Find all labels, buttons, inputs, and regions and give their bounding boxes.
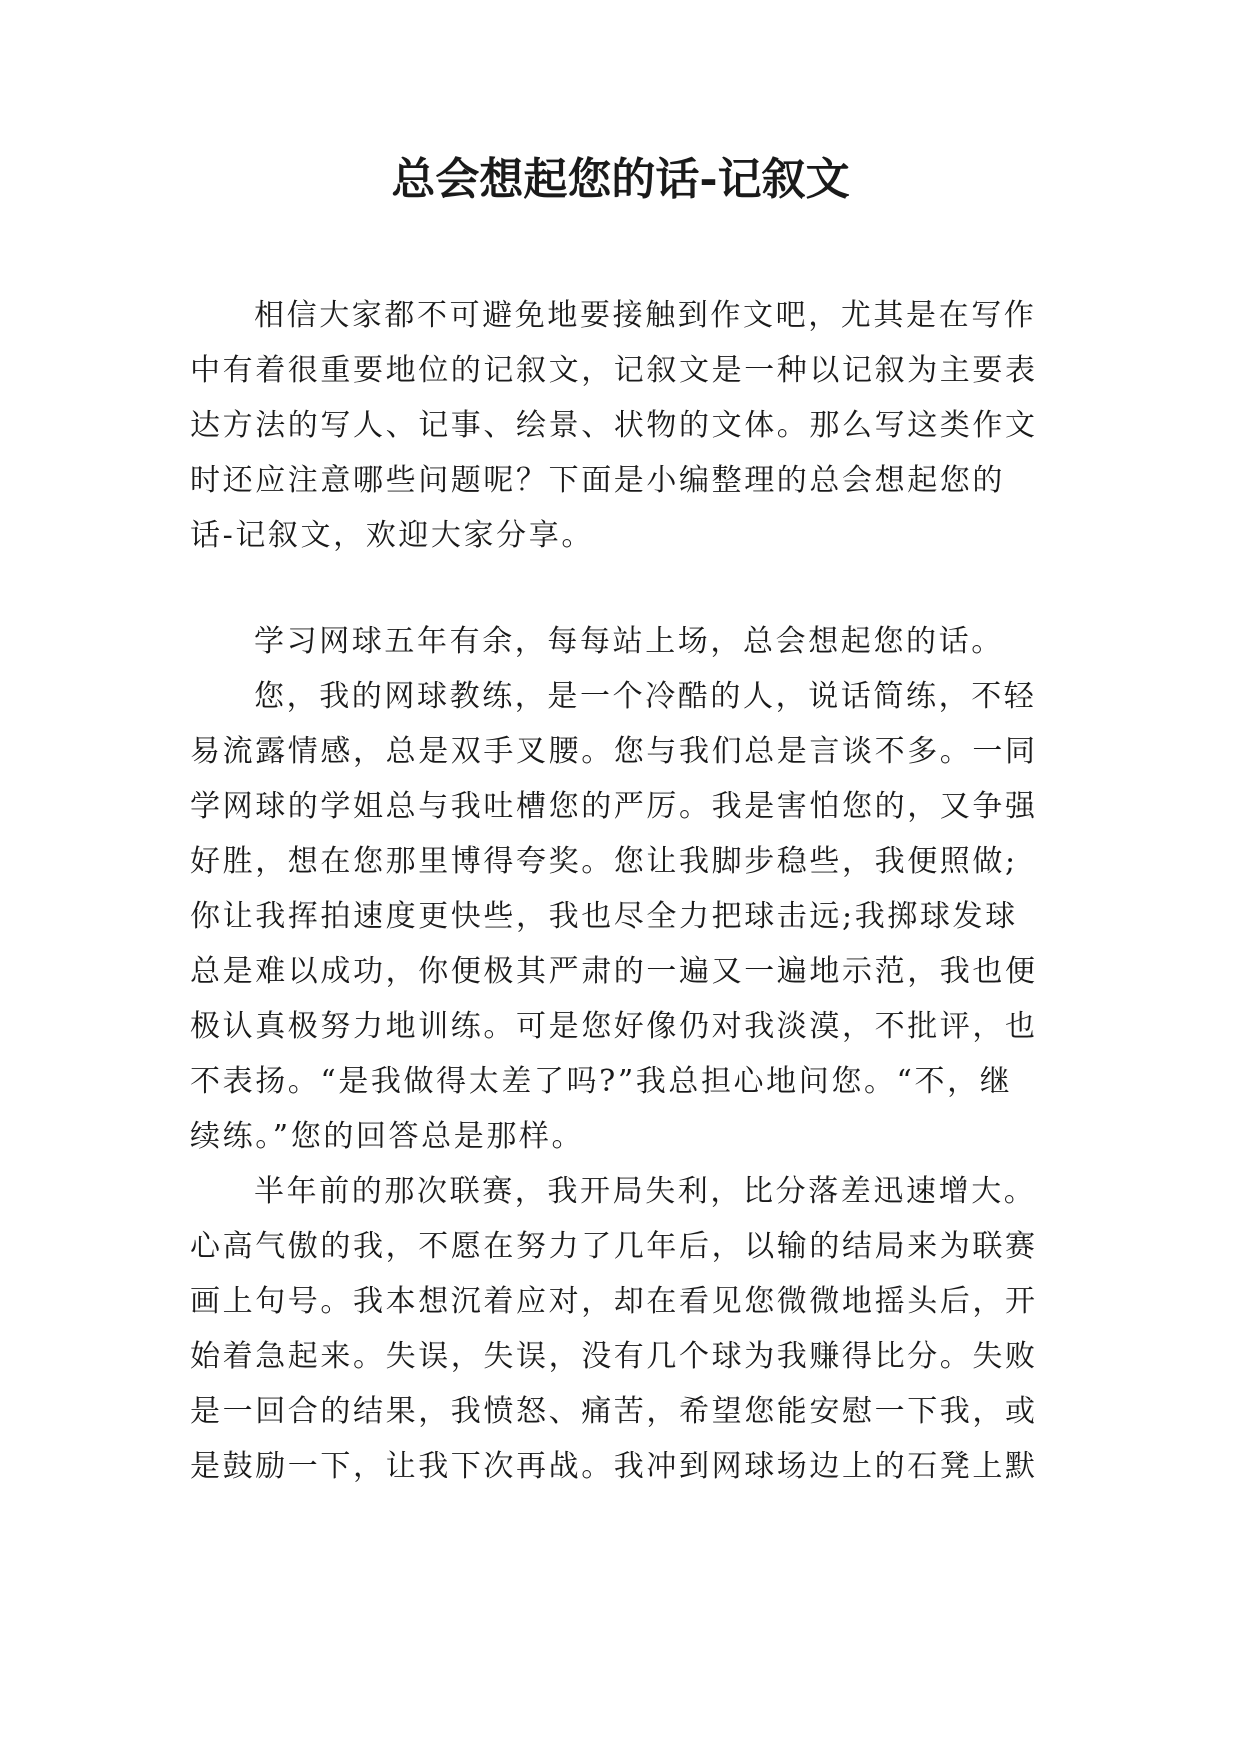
paragraph-line: 画上句号。我本想沉着应对，却在看见您微微地摇头后，开 [190,1284,1038,1319]
paragraph-line: 相信大家都不可避免地要接触到作文吧，尤其是在写作 [254,298,1037,333]
paragraph-line: 学网球的学姐总与我吐槽您的严厉。我是害怕您的，又争强 [190,789,1038,824]
paragraph-line: 总是难以成功，你便极其严肃的一遍又一遍地示范，我也便 [190,954,1038,989]
paragraph-line: 达方法的写人、记事、绘景、状物的文体。那么写这类作文 [190,408,1038,443]
paragraph-line: 不表扬。“是我做得太差了吗?”我总担心地问您。“不，继 [190,1064,1013,1099]
paragraph-line: 是鼓励一下，让我下次再战。我冲到网球场边上的石凳上默 [190,1449,1038,1484]
paragraph-line: 始着急起来。失误，失误，没有几个球为我赚得比分。失败 [190,1339,1038,1374]
paragraph-line: 是一回合的结果，我愤怒、痛苦，希望您能安慰一下我，或 [190,1394,1038,1429]
paragraph-line: 学习网球五年有余，每每站上场，总会想起您的话。 [254,624,1004,659]
paragraph-line: 您，我的网球教练，是一个冷酷的人，说话简练，不轻 [254,679,1037,714]
paragraph-line: 易流露情感，总是双手叉腰。您与我们总是言谈不多。一同 [190,734,1038,769]
paragraph-line: 好胜，想在您那里博得夸奖。您让我脚步稳些，我便照做; [190,844,1018,879]
paragraph-line: 你让我挥拍速度更快些，我也尽全力把球击远;我掷球发球 [190,899,1018,934]
paragraph-line: 时还应注意哪些问题呢？下面是小编整理的总会想起您的 [190,463,1005,498]
paragraph-line: 续练。”您的回答总是那样。 [190,1119,585,1154]
paragraph-line: 半年前的那次联赛，我开局失利，比分落差迅速增大。 [254,1174,1037,1209]
paragraph-line: 心高气傲的我，不愿在努力了几年后，以输的结局来为联赛 [190,1229,1038,1264]
paragraph-line: 中有着很重要地位的记叙文，记叙文是一种以记叙为主要表 [190,353,1038,388]
paragraph-line: 极认真极努力地训练。可是您好像仍对我淡漠，不批评，也 [190,1009,1038,1044]
paragraph-line: 话-记叙文，欢迎大家分享。 [190,518,594,553]
document-title: 总会想起您的话-记叙文 [391,154,850,205]
